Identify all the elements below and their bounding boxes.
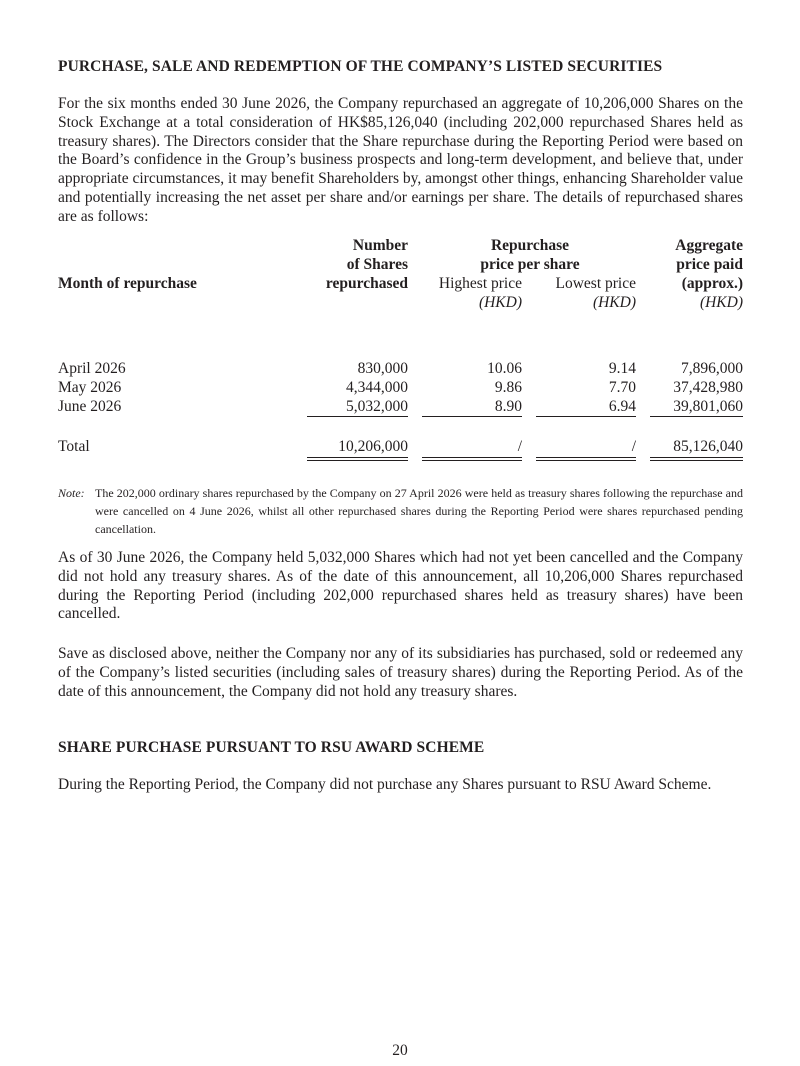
total-rule-aggregate-lower <box>650 460 743 461</box>
total-rule-aggregate-upper <box>650 457 743 458</box>
total-rule-shares-lower <box>307 460 408 461</box>
row-april-month: April 2026 <box>58 360 126 377</box>
repurchase-table <box>58 236 743 466</box>
total-lowest: / <box>631 438 636 455</box>
header-price-group-line2: price per share <box>480 256 580 273</box>
intro-paragraph: For the six months ended 30 June 2026, the Company repurchased an aggregate of 10,206,000 Shares on the Stock Exchange at a total consideration of HK$85,126,040 (including 202,000 repurchased Shares held as treasury shares). The Directors consider that the Share repurchase during the Reporting Period were based on the Board’s confidence in the Group’s business prospects and long-term development, and believe that, under appropriate circumstances, it may benefit Shareholders by, amongst other things, enhancing Shareholder value and potentially increasing the net asset per share and/or earnings per share. The details of repurchased shares are as follows: <box>58 95 743 225</box>
total-label: Total <box>58 438 90 455</box>
row-may-aggregate: 37,428,980 <box>673 379 743 396</box>
paragraph-save-as-disclosed: Save as disclosed above, neither the Company nor any of its subsidiaries has purchased, sold or redeemed any of the Company’s listed securities (including sales of treasury shares) during the Reporting Period. As of the date of this announcement, the Company did not hold any treasury shares. <box>58 645 743 700</box>
row-june-shares: 5,032,000 <box>346 398 408 415</box>
row-may-month: May 2026 <box>58 379 122 396</box>
total-rule-lowest-upper <box>536 457 636 458</box>
row-may-shares: 4,344,000 <box>346 379 408 396</box>
section-heading-listed-securities: PURCHASE, SALE AND REDEMPTION OF THE COMPANY’S LISTED SECURITIES <box>58 58 663 75</box>
total-highest: / <box>517 438 522 455</box>
total-rule-lowest-lower <box>536 460 636 461</box>
subtotal-rule-shares <box>307 416 408 417</box>
row-june-aggregate: 39,801,060 <box>673 398 743 415</box>
header-shares-line3: repurchased <box>325 275 408 292</box>
header-lowest-unit: (HKD) <box>592 294 636 311</box>
total-rule-shares-upper <box>307 457 408 458</box>
row-april-highest: 10.06 <box>487 360 522 377</box>
subtotal-rule-aggregate <box>650 416 743 417</box>
row-june-month: June 2026 <box>58 398 122 415</box>
subtotal-rule-highest <box>422 416 522 417</box>
total-rule-highest-upper <box>422 457 522 458</box>
paragraph-shares-held: As of 30 June 2026, the Company held 5,032,000 Shares which had not yet been cancelled and the Company did not hold any treasury shares. As of the date of this announcement, all 10,206,000 Shares repurchased during the Reporting Period (including 202,000 repurchased shares held as treasury shares) have been cancelled. <box>58 549 743 623</box>
header-aggregate-line3: (approx.) <box>681 275 743 292</box>
note-text: The 202,000 ordinary shares repurchased by the Company on 27 April 2026 were held as treasury shares following the repurchase and were cancelled on 4 June 2026, whilst all other repurchased shares during the Reporting Period were shares repurchased pending cancellation. <box>95 486 743 536</box>
header-month: Month of repurchase <box>58 275 197 292</box>
page-number: 20 <box>392 1042 408 1059</box>
header-aggregate-unit: (HKD) <box>699 294 743 311</box>
header-aggregate-line2: price paid <box>676 256 743 273</box>
total-aggregate: 85,126,040 <box>673 438 743 455</box>
section-heading-rsu: SHARE PURCHASE PURSUANT TO RSU AWARD SCHEME <box>58 739 485 756</box>
header-shares-line1: Number <box>352 237 408 254</box>
note-label: Note: <box>58 486 85 500</box>
row-may-highest: 9.86 <box>494 379 522 396</box>
row-june-highest: 8.90 <box>494 398 522 415</box>
rsu-paragraph: During the Reporting Period, the Company did not purchase any Shares pursuant to RSU Award Scheme. <box>58 776 712 793</box>
row-may-lowest: 7.70 <box>608 379 636 396</box>
header-lowest-price: Lowest price <box>555 275 636 292</box>
table-note <box>58 484 743 538</box>
header-shares-line2: of Shares <box>346 256 408 273</box>
subtotal-rule-lowest <box>536 416 636 417</box>
total-shares: 10,206,000 <box>338 438 408 455</box>
row-april-aggregate: 7,896,000 <box>681 360 743 377</box>
row-april-shares: 830,000 <box>357 360 408 377</box>
header-highest-unit: (HKD) <box>478 294 522 311</box>
total-rule-highest-lower <box>422 460 522 461</box>
row-april-lowest: 9.14 <box>608 360 636 377</box>
header-price-group-line1: Repurchase <box>490 237 570 254</box>
row-june-lowest: 6.94 <box>608 398 636 415</box>
header-aggregate-line1: Aggregate <box>675 237 743 254</box>
header-highest-price: Highest price <box>438 275 522 292</box>
